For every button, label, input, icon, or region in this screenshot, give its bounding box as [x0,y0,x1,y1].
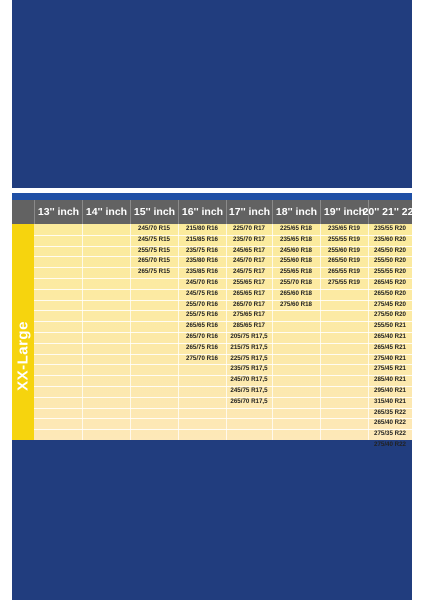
column-header: 13'' inch [34,200,82,224]
tire-size-cell: 265/50 R20 [374,289,406,297]
tire-size-cell: 255/65 R18 [280,268,312,276]
tire-size-cell: 235/55 R20 [374,225,406,232]
column-header: 19'' inch [320,200,368,224]
tire-size-cell: 245/70 R15 [138,225,170,232]
tire-size-cell: 265/70 R17 [233,300,265,308]
header-spacer [12,200,34,224]
column-header: 18'' inch [272,200,320,224]
tire-size-cell: 245/60 R18 [280,246,312,254]
catalog-page [12,0,419,600]
tire-size-cell: 265/50 R19 [328,257,360,265]
tire-size-cell: 265/40 R21 [374,333,406,340]
tire-size-cell: 245/50 R20 [374,246,406,254]
tire-size-cell: 265/70 R15 [138,257,170,265]
tire-size-cell: 295/40 R21 [374,387,406,394]
tire-size-cell: 265/45 R21 [374,343,406,351]
tire-size-cell: 235/80 R16 [186,257,218,265]
tire-size-cell: 245/70 R16 [186,279,218,286]
tire-size-cell: 275/45 R20 [374,300,406,308]
tire-size-cell: 245/75 R16 [186,289,218,297]
tire-size-cell: 215/85 R16 [186,235,218,243]
row-divider [34,429,412,430]
tire-size-cell: 235/65 R19 [328,225,360,232]
tire-size-cell: 265/45 R20 [374,279,406,286]
tire-size-cell: 215/80 R16 [186,225,218,232]
tire-size-cell: 255/55 R19 [328,235,360,243]
row-divider [34,397,412,398]
tire-size-cell: 255/50 R20 [374,257,406,265]
tire-size-cell: 235/75 R17,5 [230,365,268,373]
tire-size-cell: 265/70 R17,5 [230,397,268,405]
tire-size-cell: 205/75 R17,5 [230,333,268,340]
tire-size-cell: 245/75 R17 [233,268,265,276]
tire-size-cell: 245/75 R15 [138,235,170,243]
tire-size-cell: 255/60 R18 [280,257,312,265]
size-category-bar [12,224,34,440]
tire-size-cell: 235/65 R18 [280,235,312,243]
tire-size-cell: 275/65 R17 [233,311,265,319]
separator-blue [12,193,412,200]
tire-size-cell: 225/75 R17,5 [230,354,268,362]
tire-size-table [12,200,419,448]
tire-size-cell: 255/70 R16 [186,300,218,308]
row-divider [34,418,412,419]
column-header: 20'' 21'' 22'' [368,200,412,224]
tire-size-cell: 235/85 R16 [186,268,218,276]
tire-size-cell: 245/75 R17,5 [230,387,268,394]
tire-size-cell: 265/55 R19 [328,268,360,276]
tire-size-cell: 255/50 R21 [374,322,406,330]
tire-size-cell: 265/65 R17 [233,289,265,297]
tire-size-cell: 265/75 R16 [186,343,218,351]
tire-size-cell: 235/60 R20 [374,235,406,243]
tire-size-cell: 255/75 R15 [138,246,170,254]
row-divider [34,386,412,387]
tire-size-cell: 275/55 R19 [328,279,360,286]
tire-size-cell: 275/50 R20 [374,311,406,319]
tire-size-cell: 265/60 R18 [280,289,312,297]
tire-size-cell: 235/70 R17 [233,235,265,243]
tire-size-cell: 275/45 R21 [374,365,406,373]
tire-size-cell: 245/70 R17,5 [230,376,268,384]
tire-size-cell: 245/70 R17 [233,257,265,265]
table-body [34,224,412,448]
tire-size-cell: 255/55 R20 [374,268,406,276]
column-header: 16'' inch [178,200,226,224]
tire-size-cell: 265/75 R15 [138,268,170,276]
tire-size-cell: 265/70 R16 [186,333,218,340]
row-divider [34,364,412,365]
tire-size-cell: 235/75 R16 [186,246,218,254]
tire-size-cell: 285/40 R21 [374,376,406,384]
tire-size-cell: 275/40 R21 [374,354,406,362]
tire-size-cell: 255/60 R19 [328,246,360,254]
column-header: 17'' inch [226,200,272,224]
column-header: 14'' inch [82,200,130,224]
tire-size-cell: 315/40 R21 [374,397,406,405]
tire-size-cell: 255/65 R17 [233,279,265,286]
tire-size-cell: 285/65 R17 [233,322,265,330]
tire-size-cell: 275/60 R18 [280,300,312,308]
row-divider [34,375,412,376]
table-header-row [12,200,419,224]
row-divider [34,408,412,409]
tire-size-cell: 275/70 R16 [186,354,218,362]
tire-size-cell: 265/65 R16 [186,322,218,330]
tire-size-cell: 245/65 R17 [233,246,265,254]
tire-size-cell: 255/70 R18 [280,279,312,286]
tire-size-cell: 265/35 R22 [374,408,406,416]
tire-size-cell: 275/40 R22 [374,441,406,448]
tire-size-cell: 225/65 R18 [280,225,312,232]
tire-size-cell: 255/75 R16 [186,311,218,319]
tire-size-cell: 275/35 R22 [374,430,406,438]
column-header: 15'' inch [130,200,178,224]
tire-size-cell: 265/40 R22 [374,419,406,427]
tire-size-cell: 215/75 R17,5 [230,343,268,351]
tire-size-cell: 225/70 R17 [233,225,265,232]
size-category-label: XX-Large [14,321,32,391]
